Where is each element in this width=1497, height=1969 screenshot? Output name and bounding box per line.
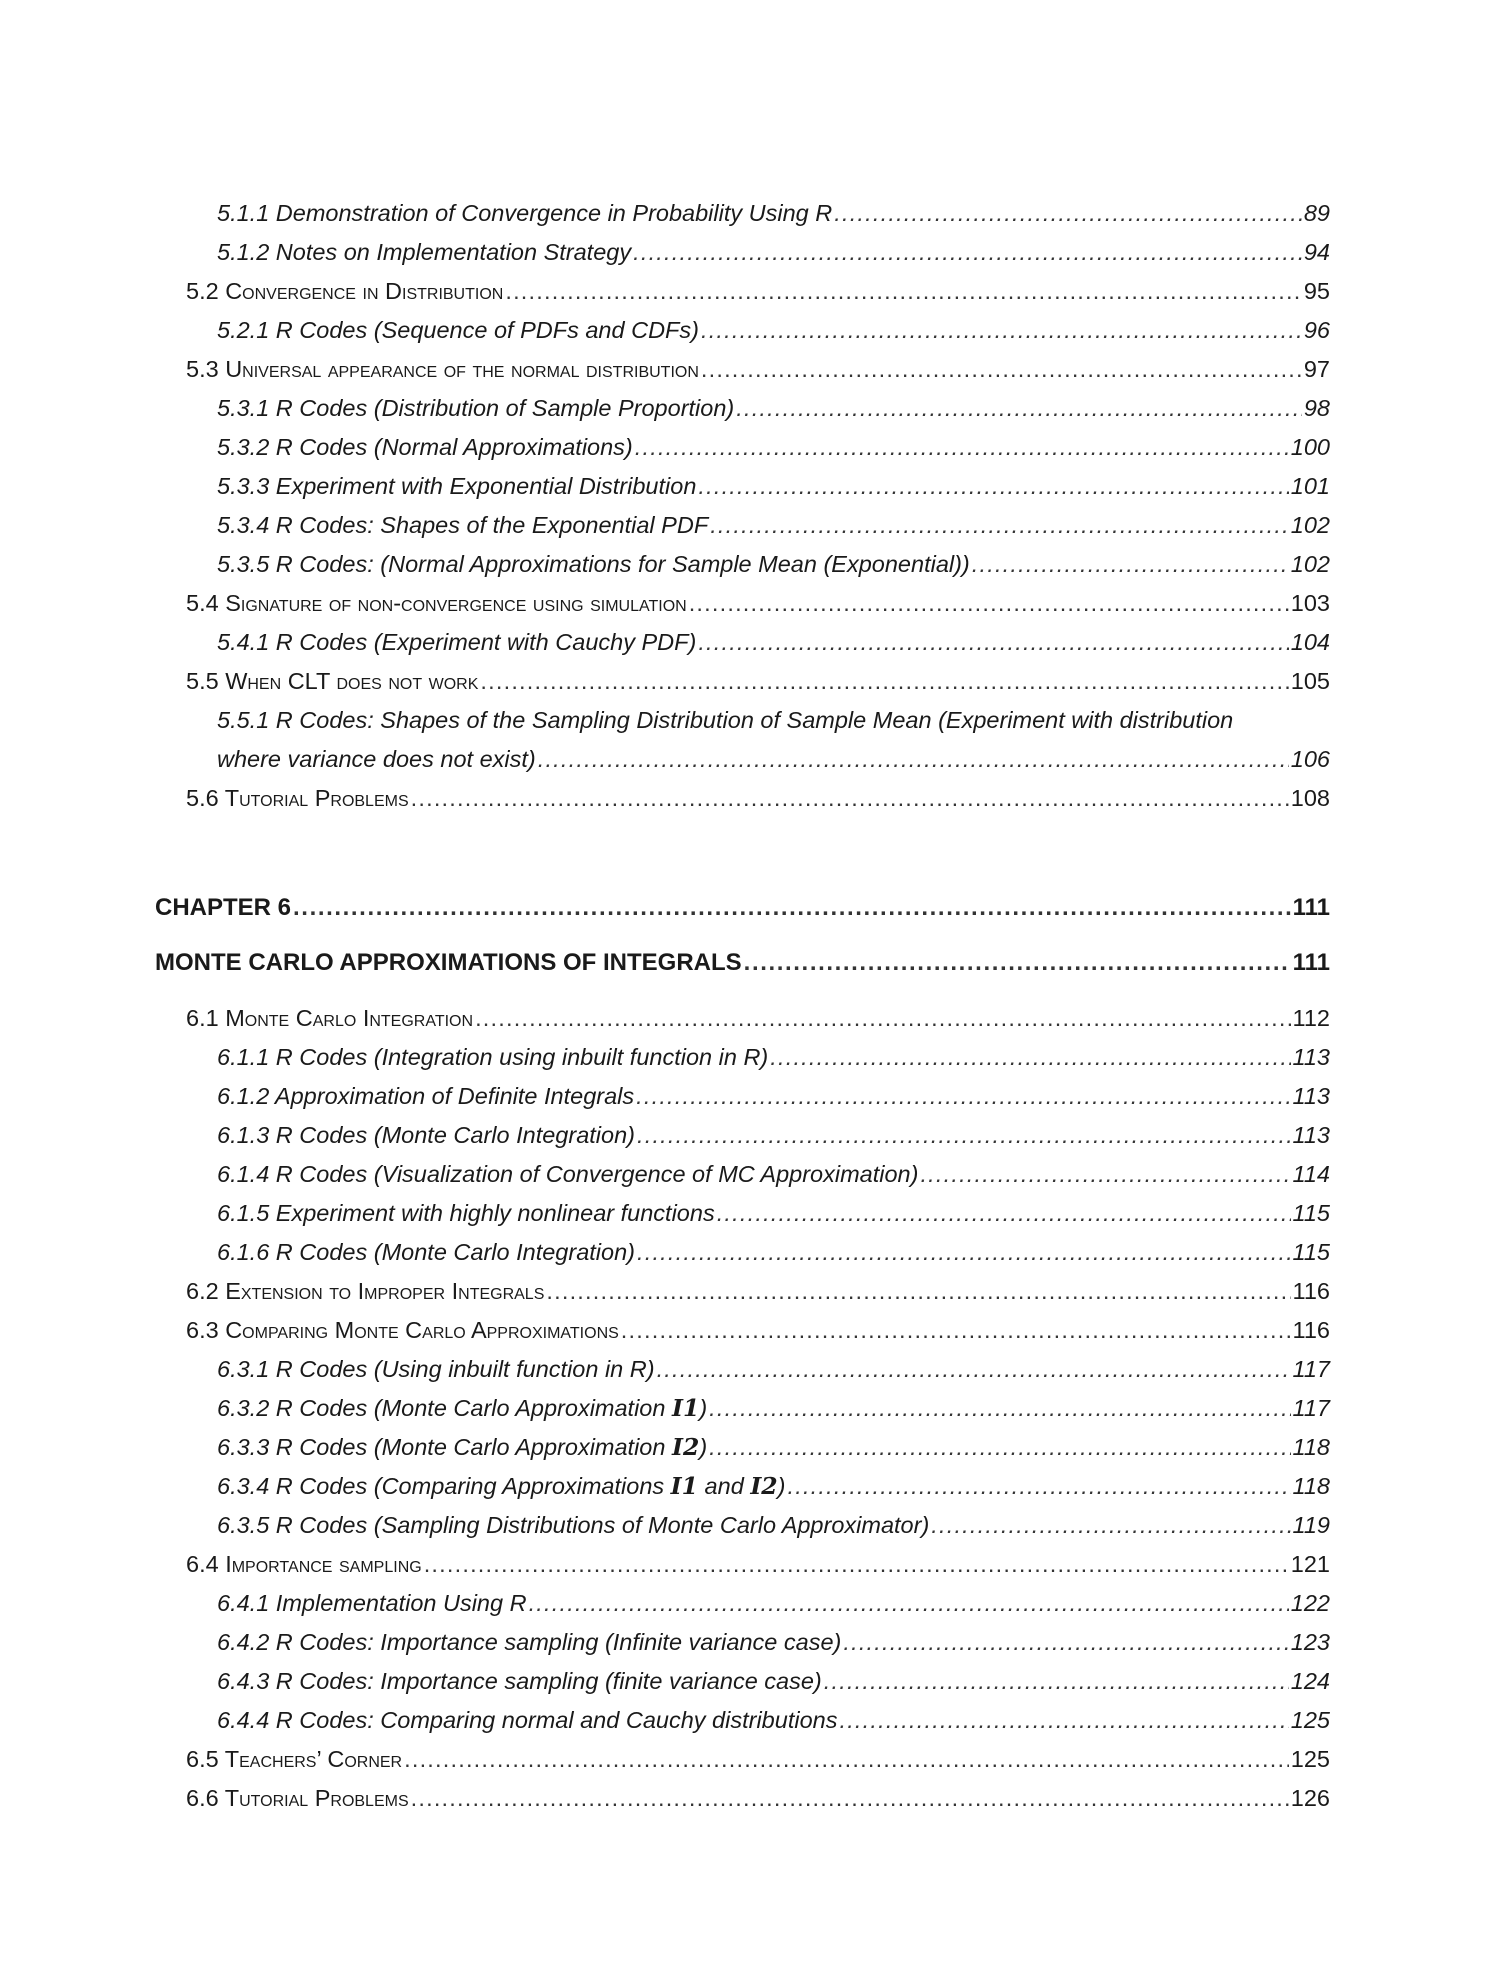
- toc-entry[interactable]: [186, 1549, 1330, 1579]
- toc-page-number: 112: [1292, 1005, 1330, 1031]
- dot-leader: [931, 1510, 1290, 1540]
- toc-entry[interactable]: [186, 783, 1330, 813]
- dot-leader: [736, 393, 1302, 423]
- toc-entry-label: 5.2.1 R Codes (Sequence of PDFs and CDFs): [217, 317, 699, 343]
- toc-page-number: 118: [1292, 1473, 1330, 1499]
- label-text: 6.3.3 R Codes (Monte Carlo Approximation: [217, 1434, 672, 1460]
- dot-leader: [689, 588, 1289, 618]
- toc-chapter-label: CHAPTER 6: [155, 894, 292, 921]
- toc-page-number: 123: [1290, 1629, 1330, 1655]
- toc-page-number: 126: [1290, 1785, 1330, 1811]
- toc-page-number: 106: [1290, 746, 1330, 772]
- toc-page-number: 111: [1292, 894, 1330, 921]
- toc-page-number: 111: [1292, 949, 1330, 976]
- label-text: 6.3.2 R Codes (Monte Carlo Approximation: [217, 1395, 672, 1421]
- dot-leader: [839, 1705, 1288, 1735]
- toc-entry-label: 5.3.3 Experiment with Exponential Distribution: [217, 473, 697, 499]
- dot-leader: [293, 893, 1291, 923]
- dot-leader: [621, 1315, 1291, 1345]
- toc-entry-label: 6.1.2 Approximation of Definite Integrals: [217, 1083, 635, 1109]
- toc-entry-label: 6.1.3 R Codes (Monte Carlo Integration): [217, 1122, 635, 1148]
- dot-leader: [505, 276, 1302, 306]
- toc-page-number: 100: [1290, 434, 1330, 460]
- dot-leader: [546, 1276, 1290, 1306]
- dot-leader: [709, 1432, 1290, 1462]
- toc-page-number: 117: [1292, 1395, 1330, 1421]
- dot-leader: [529, 1588, 1289, 1618]
- dot-leader: [657, 1354, 1291, 1384]
- toc-page-number: 104: [1290, 629, 1330, 655]
- toc-entry[interactable]: [217, 471, 1330, 501]
- toc-entry[interactable]: [217, 1393, 1330, 1423]
- toc-page-number: 118: [1292, 1434, 1330, 1460]
- dot-leader: [770, 1042, 1290, 1072]
- toc-entry[interactable]: [186, 1744, 1330, 1774]
- toc-entry-label: 6.6 Tutorial Problems: [186, 1785, 409, 1811]
- toc-entry[interactable]: [217, 1666, 1330, 1696]
- dot-leader: [698, 471, 1288, 501]
- toc-page-number: 95: [1303, 278, 1330, 304]
- dot-leader: [633, 237, 1302, 267]
- toc-entry-label: 5.2 Convergence in Distribution: [186, 278, 504, 304]
- toc-entry-label: 5.3.1 R Codes (Distribution of Sample Proportion): [217, 395, 735, 421]
- dot-leader: [637, 1120, 1291, 1150]
- toc-page-number: 102: [1290, 551, 1330, 577]
- toc-entry[interactable]: [186, 1315, 1330, 1345]
- toc-page-number: 115: [1292, 1239, 1330, 1265]
- toc-entry-label: 6.1.6 R Codes (Monte Carlo Integration): [217, 1239, 635, 1265]
- dot-leader: [834, 198, 1302, 228]
- toc-entry-label: 6.1.5 Experiment with highly nonlinear functions: [217, 1200, 715, 1226]
- label-text: 6.3.4 R Codes (Comparing Approximations: [217, 1473, 671, 1499]
- toc-page-number: 103: [1290, 590, 1330, 616]
- toc-entry-label: 6.4.4 R Codes: Comparing normal and Cauchy distributions: [217, 1707, 838, 1733]
- toc-page-number: 125: [1290, 1707, 1330, 1733]
- toc-entry[interactable]: [217, 1705, 1330, 1735]
- toc-page-number: 113: [1292, 1044, 1330, 1070]
- toc-page-number: 122: [1290, 1590, 1330, 1616]
- toc-entry-label: 5.3.4 R Codes: Shapes of the Exponential PDF: [217, 512, 709, 538]
- toc-entry[interactable]: [186, 666, 1330, 696]
- toc-entry[interactable]: [186, 276, 1330, 306]
- toc-entry-label: [217, 1471, 786, 1501]
- toc-entry[interactable]: [186, 1276, 1330, 1306]
- toc-page-number: 89: [1303, 200, 1330, 226]
- dot-leader: [411, 1783, 1289, 1813]
- toc-entry-line1[interactable]: 5.5.1 R Codes: Shapes of the Sampling Distribution of Sample Mean (Experiment with distribution: [217, 707, 1234, 733]
- dot-leader: [972, 549, 1289, 579]
- toc-entry-label: 6.4.2 R Codes: Importance sampling (Infinite variance case): [217, 1629, 842, 1655]
- toc-entry[interactable]: [217, 1627, 1330, 1657]
- dot-leader: [701, 354, 1302, 384]
- dot-leader: [404, 1744, 1289, 1774]
- toc-page-number: 116: [1292, 1278, 1330, 1304]
- math-symbol: I2: [671, 1433, 700, 1461]
- toc-entry-label: 6.4.1 Implementation Using R: [217, 1590, 527, 1616]
- toc-entry[interactable]: [217, 549, 1330, 579]
- dot-leader: [709, 1393, 1290, 1423]
- dot-leader: [538, 744, 1289, 774]
- toc-entry[interactable]: [217, 1354, 1330, 1384]
- toc-page-number: 96: [1303, 317, 1330, 343]
- toc-page-number: 115: [1292, 1200, 1330, 1226]
- toc-entry[interactable]: [186, 354, 1330, 384]
- toc-page-number: 101: [1290, 473, 1330, 499]
- toc-page-number: 94: [1303, 239, 1330, 265]
- toc-entry-label: 6.1.4 R Codes (Visualization of Convergence of MC Approximation): [217, 1161, 919, 1187]
- toc-page-number: 97: [1303, 356, 1330, 382]
- toc-page-number: 98: [1303, 395, 1330, 421]
- toc-entry[interactable]: [186, 1003, 1330, 1033]
- toc-entry-label: 6.4.3 R Codes: Importance sampling (finite variance case): [217, 1668, 822, 1694]
- toc-entry-label: 6.1 Monte Carlo Integration: [186, 1005, 474, 1031]
- toc-entry-label: 5.4 Signature of non-convergence using simulation: [186, 590, 687, 616]
- dot-leader: [701, 315, 1302, 345]
- toc-entry-label: 5.1.2 Notes on Implementation Strategy: [217, 239, 632, 265]
- toc-page-number: 119: [1292, 1512, 1330, 1538]
- toc-entry[interactable]: [217, 393, 1330, 423]
- toc-entry-label: 6.3.5 R Codes (Sampling Distributions of Monte Carlo Approximator): [217, 1512, 930, 1538]
- toc-page-number: 114: [1292, 1161, 1330, 1187]
- toc-entry-label: 5.3 Universal appearance of the normal distribution: [186, 356, 699, 382]
- toc-entry[interactable]: [217, 1471, 1330, 1501]
- dot-leader: [843, 1627, 1288, 1657]
- toc-entry-label: 6.4 Importance sampling: [186, 1551, 422, 1577]
- toc-entry[interactable]: [217, 1042, 1330, 1072]
- math-symbol: I1: [670, 1472, 699, 1500]
- dot-leader: [475, 1003, 1290, 1033]
- toc-entry-label: 6.3.1 R Codes (Using inbuilt function in R): [217, 1356, 655, 1382]
- math-symbol: I1: [671, 1394, 700, 1422]
- dot-leader: [698, 627, 1288, 657]
- toc-page-number: 116: [1292, 1317, 1330, 1343]
- toc-entry-label: 5.5 When CLT does not work: [186, 668, 479, 694]
- dot-leader: [424, 1549, 1289, 1579]
- dot-leader: [411, 783, 1289, 813]
- toc-entry[interactable]: [217, 1198, 1330, 1228]
- toc-page-number: 105: [1290, 668, 1330, 694]
- dot-leader: [788, 1471, 1291, 1501]
- toc-chapter-title: MONTE CARLO APPROXIMATIONS OF INTEGRALS: [155, 949, 742, 976]
- toc-entry-label: 5.1.1 Demonstration of Convergence in Probability Using R: [217, 200, 833, 226]
- dot-leader: [744, 948, 1291, 978]
- toc-page-number: 113: [1292, 1122, 1330, 1148]
- dot-leader: [637, 1237, 1291, 1267]
- dot-leader: [824, 1666, 1289, 1696]
- dot-leader: [717, 1198, 1291, 1228]
- toc-entry[interactable]: [217, 627, 1330, 657]
- toc-page-number: 117: [1292, 1356, 1330, 1382]
- label-text: ): [699, 1395, 708, 1421]
- label-text: and: [698, 1473, 751, 1499]
- dot-leader: [710, 510, 1289, 540]
- dot-leader: [636, 1081, 1290, 1111]
- toc-entry[interactable]: [217, 198, 1330, 228]
- toc-page-number: 124: [1290, 1668, 1330, 1694]
- toc-entry[interactable]: [217, 1081, 1330, 1111]
- toc-entry[interactable]: [217, 510, 1330, 540]
- toc-entry-label: [217, 1432, 707, 1462]
- toc-entry[interactable]: [186, 1783, 1330, 1813]
- toc-chapter-title-entry[interactable]: [155, 948, 1330, 978]
- toc-entry[interactable]: [186, 588, 1330, 618]
- label-text: ): [699, 1434, 708, 1460]
- toc-entry-label: 6.1.1 R Codes (Integration using inbuilt function in R): [217, 1044, 769, 1070]
- toc-chapter-entry[interactable]: [155, 893, 1330, 923]
- toc-page-number: 113: [1292, 1083, 1330, 1109]
- toc-page-number: 121: [1290, 1551, 1330, 1577]
- toc-entry-label: 5.6 Tutorial Problems: [186, 785, 409, 811]
- toc-entry-label: 5.3.2 R Codes (Normal Approximations): [217, 434, 633, 460]
- toc-page-number: 102: [1290, 512, 1330, 538]
- toc-entry[interactable]: [217, 1237, 1330, 1267]
- toc-entry-label: 5.4.1 R Codes (Experiment with Cauchy PDF): [217, 629, 697, 655]
- toc-entry[interactable]: [217, 1159, 1330, 1189]
- toc-entry[interactable]: [217, 1432, 1330, 1462]
- toc-entry[interactable]: [217, 1510, 1330, 1540]
- toc-page-number: 125: [1290, 1746, 1330, 1772]
- toc-page-number: 108: [1290, 785, 1330, 811]
- toc-entry[interactable]: [217, 432, 1330, 462]
- toc-entry-label: 6.3 Comparing Monte Carlo Approximations: [186, 1317, 619, 1343]
- toc-entry[interactable]: [217, 237, 1330, 267]
- toc-entry[interactable]: [217, 1588, 1330, 1618]
- label-text: ): [777, 1473, 786, 1499]
- math-symbol: I2: [750, 1472, 778, 1500]
- dot-leader: [920, 1159, 1290, 1189]
- toc-entry-label: [217, 1393, 707, 1423]
- dot-leader: [635, 432, 1289, 462]
- toc-entry[interactable]: [217, 1120, 1330, 1150]
- toc-entry-label: where variance does not exist): [217, 746, 536, 772]
- toc-entry[interactable]: [217, 744, 1330, 774]
- toc-entry-label: 6.2 Extension to Improper Integrals: [186, 1278, 545, 1304]
- toc-entry-label: 5.3.5 R Codes: (Normal Approximations for Sample Mean (Exponential)): [217, 551, 970, 577]
- dot-leader: [480, 666, 1288, 696]
- toc-entry[interactable]: [217, 315, 1330, 345]
- toc-entry-label: 6.5 Teachers’ Corner: [186, 1746, 403, 1772]
